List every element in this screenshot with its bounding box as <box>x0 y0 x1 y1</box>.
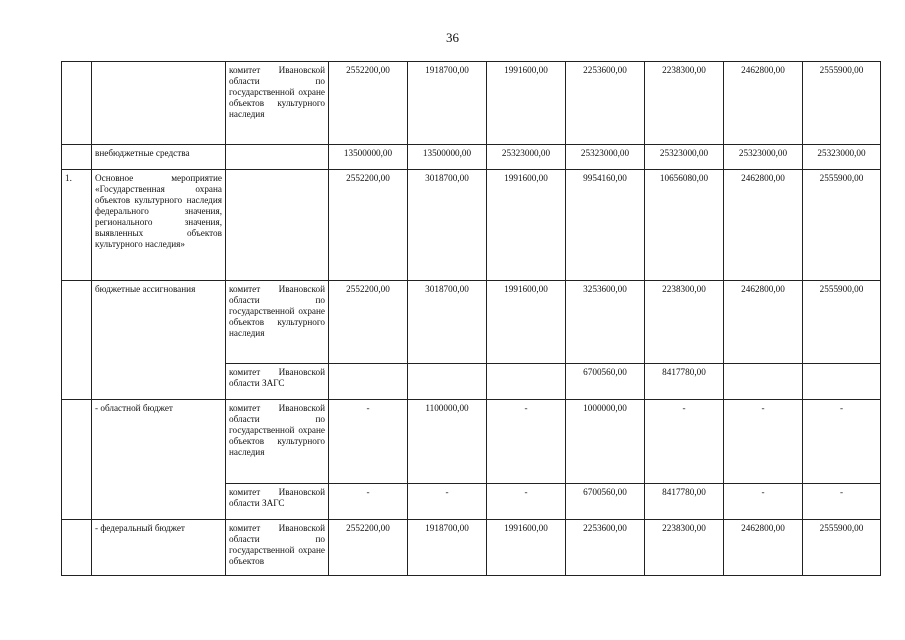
value-cell: - <box>408 484 487 520</box>
value-cell: 6700560,00 <box>566 484 645 520</box>
value-cell: 13500000,00 <box>329 145 408 170</box>
value-cell: 25323000,00 <box>566 145 645 170</box>
table-row <box>62 400 881 484</box>
value-cell: 13500000,00 <box>408 145 487 170</box>
value-cell: 2253600,00 <box>566 62 645 145</box>
row-number-cell <box>62 400 92 520</box>
value-cell: 2552200,00 <box>329 520 408 576</box>
value-cell: - <box>487 400 566 484</box>
executor-cell: комитет Ивановской области ЗАГС <box>226 484 329 520</box>
value-cell: 3253600,00 <box>566 281 645 364</box>
value-cell: 2555900,00 <box>803 170 881 281</box>
budget-table <box>61 61 881 576</box>
value-cell: 2555900,00 <box>803 520 881 576</box>
value-cell <box>803 364 881 400</box>
value-cell: 2253600,00 <box>566 520 645 576</box>
value-cell: 2555900,00 <box>803 281 881 364</box>
value-cell: 6700560,00 <box>566 364 645 400</box>
value-cell: 2238300,00 <box>645 520 724 576</box>
table-row <box>62 520 881 576</box>
value-cell: 2462800,00 <box>724 62 803 145</box>
value-cell: 1000000,00 <box>566 400 645 484</box>
value-cell: 1991600,00 <box>487 520 566 576</box>
executor-cell: комитет Ивановской области по государственной охране объектов <box>226 520 329 576</box>
value-cell: - <box>803 400 881 484</box>
page-number: 36 <box>446 30 459 45</box>
value-cell: 2238300,00 <box>645 62 724 145</box>
row-number-cell <box>62 62 92 145</box>
value-cell: - <box>803 484 881 520</box>
row-number-cell <box>62 520 92 576</box>
value-cell: 2462800,00 <box>724 520 803 576</box>
value-cell: 2552200,00 <box>329 170 408 281</box>
value-cell: - <box>329 400 408 484</box>
value-cell: 1991600,00 <box>487 170 566 281</box>
value-cell: 1991600,00 <box>487 281 566 364</box>
value-cell: 25323000,00 <box>803 145 881 170</box>
table-row <box>62 62 881 145</box>
row-number-cell <box>62 281 92 400</box>
name-cell: бюджетные ассигнования <box>92 281 226 400</box>
value-cell <box>724 364 803 400</box>
value-cell: 25323000,00 <box>487 145 566 170</box>
value-cell: 3018700,00 <box>408 281 487 364</box>
value-cell: 3018700,00 <box>408 170 487 281</box>
value-cell: 1100000,00 <box>408 400 487 484</box>
executor-cell <box>226 170 329 281</box>
value-cell: 25323000,00 <box>645 145 724 170</box>
value-cell: 2552200,00 <box>329 62 408 145</box>
value-cell: 8417780,00 <box>645 364 724 400</box>
value-cell <box>408 364 487 400</box>
name-cell: Основное мероприятие «Государственная охрана объектов культурного наследия федерального значения, регионального значения, выявленных объектов культурного наследия» <box>92 170 226 281</box>
row-number-cell: 1. <box>62 170 92 281</box>
value-cell <box>329 364 408 400</box>
table-row <box>62 281 881 364</box>
value-cell: 8417780,00 <box>645 484 724 520</box>
value-cell: 9954160,00 <box>566 170 645 281</box>
executor-cell: комитет Ивановской области по государственной охране объектов культурного наследия <box>226 62 329 145</box>
value-cell: 1991600,00 <box>487 62 566 145</box>
value-cell: - <box>487 484 566 520</box>
executor-cell: комитет Ивановской области ЗАГС <box>226 364 329 400</box>
value-cell: 2462800,00 <box>724 170 803 281</box>
value-cell: 2552200,00 <box>329 281 408 364</box>
row-number-cell <box>62 145 92 170</box>
value-cell: - <box>724 484 803 520</box>
table-row <box>62 145 881 170</box>
value-cell: 10656080,00 <box>645 170 724 281</box>
value-cell: - <box>645 400 724 484</box>
value-cell: 2462800,00 <box>724 281 803 364</box>
value-cell <box>487 364 566 400</box>
value-cell: 1918700,00 <box>408 62 487 145</box>
name-cell: - областной бюджет <box>92 400 226 520</box>
value-cell: 25323000,00 <box>724 145 803 170</box>
executor-cell: комитет Ивановской области по государственной охране объектов культурного наследия <box>226 400 329 484</box>
name-cell: внебюджетные средства <box>92 145 226 170</box>
table-row <box>62 170 881 281</box>
value-cell: 2555900,00 <box>803 62 881 145</box>
executor-cell: комитет Ивановской области по государственной охране объектов культурного наследия <box>226 281 329 364</box>
value-cell: 1918700,00 <box>408 520 487 576</box>
name-cell: - федеральный бюджет <box>92 520 226 576</box>
value-cell: 2238300,00 <box>645 281 724 364</box>
executor-cell <box>226 145 329 170</box>
name-cell <box>92 62 226 145</box>
value-cell: - <box>329 484 408 520</box>
value-cell: - <box>724 400 803 484</box>
